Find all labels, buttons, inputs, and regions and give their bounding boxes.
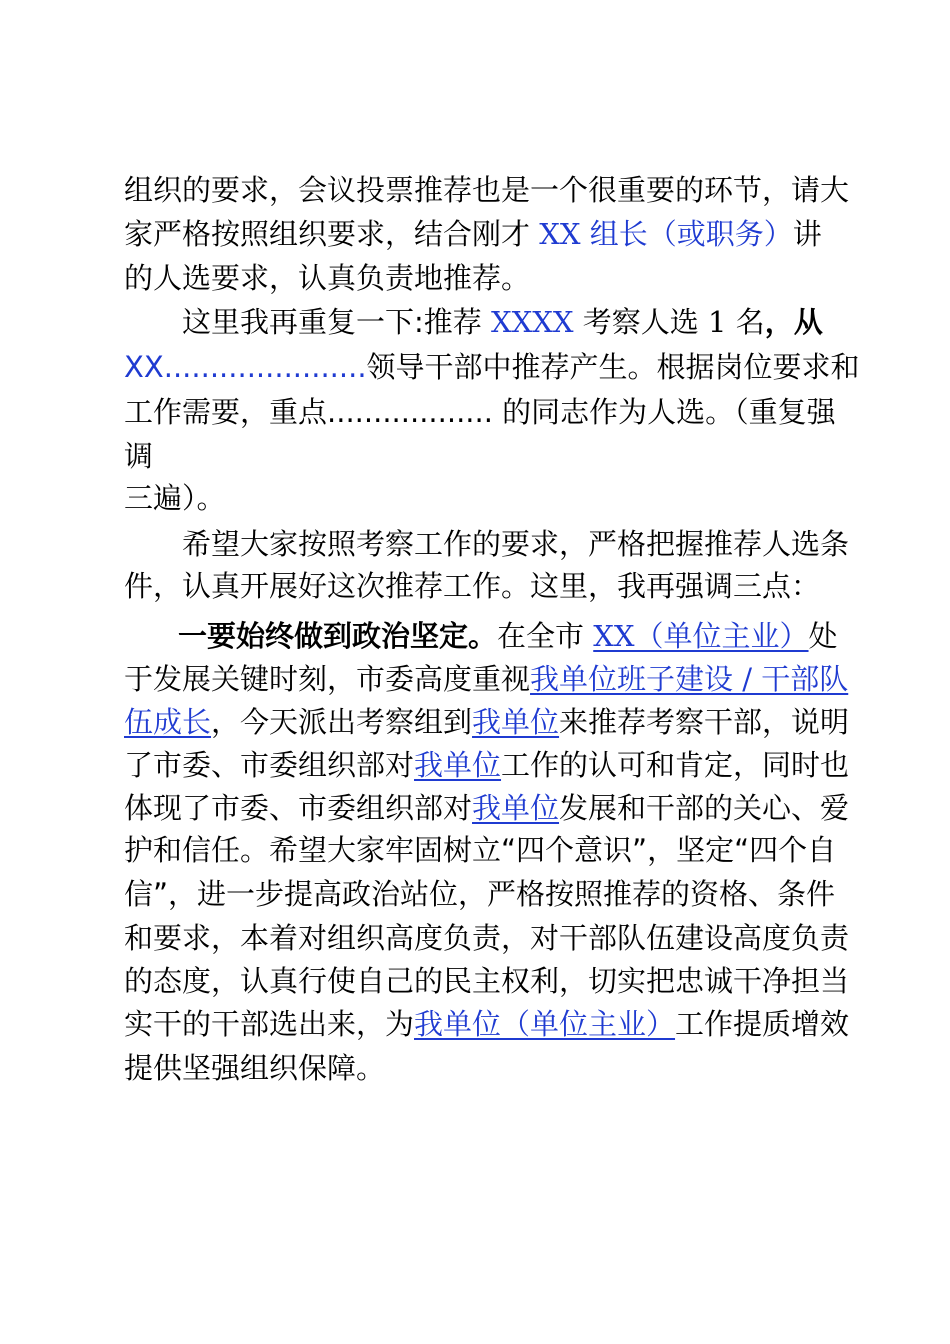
hyperlink[interactable]: 我单位 xyxy=(472,791,560,825)
text-run: 这里我再重复一下: xyxy=(182,305,424,339)
text-run: 于发展关键时刻，市委高度重视 xyxy=(124,662,531,696)
text-run: 工作提质增效 xyxy=(675,1007,850,1041)
hyperlink[interactable]: 伍成长 xyxy=(124,705,212,739)
text-run: 护和信任。 xyxy=(124,833,270,867)
paragraph-4-line-8 xyxy=(124,918,849,958)
hyperlink[interactable]: 我单位 xyxy=(472,705,560,739)
placeholder-text: XX...................... xyxy=(124,350,367,384)
text-run: 推荐 xyxy=(423,305,491,339)
text-run: 的人选要求，认真负责地推荐。 xyxy=(124,261,531,295)
paragraph-4-line-1 xyxy=(178,616,838,656)
paragraph-4-line-4 xyxy=(124,745,849,785)
text-run: 体现了市委、市委组织部对 xyxy=(124,791,473,825)
paragraph-1-line-1 xyxy=(124,170,849,210)
paragraph-4-line-2 xyxy=(124,659,848,699)
paragraph-3-line-1 xyxy=(182,524,849,564)
paragraph-2-line-2 xyxy=(124,347,860,387)
text-run: ，今天派出考察组到 xyxy=(211,705,473,739)
paragraph-2-line-3 xyxy=(124,392,836,432)
text-run: 希望大家按照考察工作的要求，严格把握推荐人选条 xyxy=(182,527,850,561)
hyperlink[interactable]: XX（单位主业） xyxy=(593,619,809,653)
hyperlink[interactable]: 我单位班子建设 / 干部队 xyxy=(530,662,849,696)
paragraph-4-line-11 xyxy=(124,1048,385,1088)
text-run: 提供坚强组织保障。 xyxy=(124,1051,386,1085)
text-run: 三遍）。 xyxy=(124,481,226,515)
paragraph-2-line-1 xyxy=(182,302,823,342)
text-run: 和要求，本着对组织高度负责，对干部队伍建设高度负责 xyxy=(124,921,850,955)
text-run: 考察人选 1 名 xyxy=(573,305,765,339)
text-run: 的同志作为人选。（重复强 xyxy=(492,395,836,429)
paragraph-1-line-3 xyxy=(124,258,530,298)
text-run: ，从 xyxy=(764,305,823,339)
hyperlink[interactable]: 我单位 xyxy=(414,748,502,782)
text-run: 发展和干部的关心、爱 xyxy=(559,791,850,825)
placeholder-text: XXXX xyxy=(491,305,574,339)
text-run: 件，认真开展好这次推荐工作。 xyxy=(124,569,531,603)
text-run: 这里，我再强调三点： xyxy=(530,569,821,603)
text-run: 讲 xyxy=(792,217,822,251)
paragraph-2-line-4 xyxy=(124,436,153,476)
text-run: 信”，进一步提高政治站位，严格按照推荐的资格、条件 xyxy=(124,877,836,911)
text-run: 来推荐考察干部，说明 xyxy=(559,705,850,739)
paragraph-3-line-2 xyxy=(124,566,820,606)
paragraph-4-line-5 xyxy=(124,788,849,828)
text-run: 希望大家牢固树立“四个意识”，坚定“四个自 xyxy=(269,833,837,867)
text-run: 在全市 xyxy=(497,619,594,653)
paragraph-4-line-3 xyxy=(124,702,849,742)
text-run: 工作的认可和肯定，同时也 xyxy=(501,748,850,782)
placeholder-text: XX 组长（或职务） xyxy=(539,217,793,251)
paragraph-4-line-7 xyxy=(124,874,835,914)
paragraph-1-line-2 xyxy=(124,214,822,254)
text-run: 工作需要，重点 xyxy=(124,395,328,429)
text-run: 家严格按照组织要求，结合刚才 xyxy=(124,217,540,251)
text-run: 的态度，认真行使自己的民主权利，切实把忠诚干净担当 xyxy=(124,964,850,998)
text-run: 处 xyxy=(808,619,838,653)
text-run: .................. xyxy=(327,395,493,429)
paragraph-4-line-9 xyxy=(124,961,849,1001)
text-run: 领导干部中推荐产生。根据岗位要求和 xyxy=(366,350,860,384)
text-run: 调 xyxy=(124,439,154,473)
hyperlink[interactable]: 我单位（单位主业） xyxy=(414,1007,676,1041)
section-heading: 一要始终做到政治坚定。 xyxy=(178,619,498,653)
paragraph-4-line-6 xyxy=(124,830,836,870)
text-run: 了市委、市委组织部对 xyxy=(124,748,415,782)
text-run: 实干的干部选出来，为 xyxy=(124,1007,415,1041)
text-run: 组织的要求，会议投票推荐也是一个很重要的环节，请大 xyxy=(124,173,850,207)
paragraph-4-line-10 xyxy=(124,1004,849,1044)
paragraph-2-line-5 xyxy=(124,478,226,518)
